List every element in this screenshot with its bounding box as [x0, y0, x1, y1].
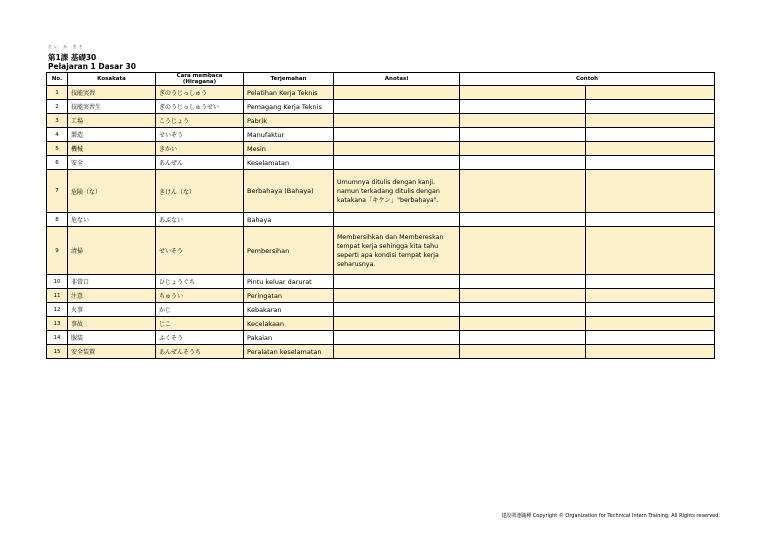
hiragana-reading: せいそう: [156, 227, 244, 275]
table-row: [47, 86, 715, 100]
example-cell: [586, 227, 715, 275]
annotation: [334, 275, 460, 289]
example-cell: [586, 156, 715, 170]
row-number: 1: [47, 86, 68, 100]
row-number: 15: [47, 345, 68, 359]
hiragana-reading: かじ: [156, 303, 244, 317]
example-cell: [586, 170, 715, 213]
translation: Pabrik: [244, 114, 334, 128]
row-number: 9: [47, 227, 68, 275]
example-cell: [460, 86, 586, 100]
hiragana-reading: あんぜんそうち: [156, 345, 244, 359]
annotation: [334, 345, 460, 359]
translation: Manufaktur: [244, 128, 334, 142]
example-cell: [460, 303, 586, 317]
hiragana-reading: ふくそう: [156, 331, 244, 345]
table-row: [47, 170, 715, 213]
row-number: 5: [47, 142, 68, 156]
table-row: [47, 100, 715, 114]
annotation: [334, 213, 460, 227]
annotation: [334, 142, 460, 156]
vocabulary-word: 非常口: [68, 275, 156, 289]
example-cell: [460, 100, 586, 114]
hiragana-reading: きかい: [156, 142, 244, 156]
annotation: [334, 331, 460, 345]
table-row: [47, 275, 715, 289]
header-example: Contoh: [460, 73, 715, 86]
example-cell: [460, 275, 586, 289]
vocabulary-word: 危険（な）: [68, 170, 156, 213]
hiragana-reading: ぎのうじっしゅう: [156, 86, 244, 100]
hiragana-reading: ぎのうじっしゅうせい: [156, 100, 244, 114]
row-number: 2: [47, 100, 68, 114]
annotation: [334, 317, 460, 331]
hiragana-reading: きけん（な）: [156, 170, 244, 213]
example-cell: [460, 227, 586, 275]
page-subtitle: Pelajaran 1 Dasar 30: [48, 62, 136, 71]
annotation: [334, 303, 460, 317]
header-annotation: Anotasi: [334, 73, 460, 86]
translation: Kecelakaan: [244, 317, 334, 331]
header-vocabulary: Kosakata: [68, 73, 156, 86]
table-header-row: [47, 73, 715, 86]
row-number: 4: [47, 128, 68, 142]
example-cell: [586, 213, 715, 227]
header-no: No.: [47, 73, 68, 86]
row-number: 11: [47, 289, 68, 303]
table-row: [47, 345, 715, 359]
table-body: [47, 86, 715, 359]
row-number: 8: [47, 213, 68, 227]
table-row: [47, 156, 715, 170]
table-row: [47, 114, 715, 128]
example-cell: [586, 100, 715, 114]
hiragana-reading: あんぜん: [156, 156, 244, 170]
translation: Pintu keluar darurat: [244, 275, 334, 289]
row-number: 13: [47, 317, 68, 331]
table-row: [47, 128, 715, 142]
vocabulary-word: 服装: [68, 331, 156, 345]
translation: Bahaya: [244, 213, 334, 227]
vocabulary-word: 機械: [68, 142, 156, 156]
vocabulary-word: 安全: [68, 156, 156, 170]
example-cell: [586, 331, 715, 345]
vocabulary-word: 火事: [68, 303, 156, 317]
example-cell: [586, 345, 715, 359]
table-row: [47, 142, 715, 156]
row-number: 3: [47, 114, 68, 128]
table-row: [47, 303, 715, 317]
translation: Berbahaya (Bahaya): [244, 170, 334, 213]
row-number: 6: [47, 156, 68, 170]
vocabulary-word: 事故: [68, 317, 156, 331]
translation: Keselamatan: [244, 156, 334, 170]
header-translation: Terjemahan: [244, 73, 334, 86]
table-row: [47, 227, 715, 275]
annotation: [334, 100, 460, 114]
annotation: [334, 114, 460, 128]
translation: Pelatihan Kerja Teknis: [244, 86, 334, 100]
row-number: 10: [47, 275, 68, 289]
header-reading: Cara membaca (Hiragana): [156, 73, 244, 86]
example-cell: [586, 128, 715, 142]
vocabulary-word: 清掃: [68, 227, 156, 275]
vocabulary-word: 技能実習: [68, 86, 156, 100]
example-cell: [586, 142, 715, 156]
example-cell: [460, 213, 586, 227]
vocabulary-word: 工場: [68, 114, 156, 128]
translation: Mesin: [244, 142, 334, 156]
translation: Kebakaran: [244, 303, 334, 317]
page-title: 第1課 基礎30: [48, 53, 97, 62]
annotation: [334, 128, 460, 142]
example-cell: [460, 345, 586, 359]
translation: Pembersihan: [244, 227, 334, 275]
table-row: [47, 289, 715, 303]
row-number: 12: [47, 303, 68, 317]
example-cell: [460, 317, 586, 331]
annotation: [334, 289, 460, 303]
vocabulary-word: 製造: [68, 128, 156, 142]
example-cell: [586, 86, 715, 100]
annotation: [334, 86, 460, 100]
hiragana-reading: あぶない: [156, 213, 244, 227]
table-row: [47, 213, 715, 227]
row-number: 7: [47, 170, 68, 213]
hiragana-reading: ひじょうぐち: [156, 275, 244, 289]
hiragana-reading: こうじょう: [156, 114, 244, 128]
row-number: 14: [47, 331, 68, 345]
translation: Pakaian: [244, 331, 334, 345]
translation: Pemagang Kerja Teknis: [244, 100, 334, 114]
table-row: [47, 331, 715, 345]
example-cell: [586, 275, 715, 289]
table-row: [47, 317, 715, 331]
example-cell: [586, 289, 715, 303]
annotation: [334, 156, 460, 170]
example-cell: [460, 142, 586, 156]
annotation: Umumnya ditulis dengan kanji, namun terkadang ditulis dengan katakana「キケン」"berbahaya".: [334, 170, 460, 213]
vocabulary-word: 安全装置: [68, 345, 156, 359]
example-cell: [460, 156, 586, 170]
example-cell: [460, 128, 586, 142]
vocabulary-word: 危ない: [68, 213, 156, 227]
vocabulary-table: [46, 72, 715, 359]
title-ruby: だい か きそ: [48, 44, 85, 49]
vocabulary-word: 技能実習生: [68, 100, 156, 114]
example-cell: [586, 114, 715, 128]
example-cell: [586, 303, 715, 317]
example-cell: [586, 317, 715, 331]
hiragana-reading: せいぞう: [156, 128, 244, 142]
annotation: Membersihkan dan Membereskan tempat kerja sehingga kita tahu seperti apa kondisi tempat kerja seharusnya.: [334, 227, 460, 275]
vocabulary-word: 注意: [68, 289, 156, 303]
example-cell: [460, 289, 586, 303]
hiragana-reading: ちゅうい: [156, 289, 244, 303]
translation: Peralatan keselamatan: [244, 345, 334, 359]
copyright-footer: 建設関連職種 Copyright © Organization for Technical Intern Training, All Rights reserved.: [501, 513, 720, 519]
example-cell: [460, 114, 586, 128]
example-cell: [460, 170, 586, 213]
example-cell: [460, 331, 586, 345]
hiragana-reading: じこ: [156, 317, 244, 331]
translation: Peringatan: [244, 289, 334, 303]
